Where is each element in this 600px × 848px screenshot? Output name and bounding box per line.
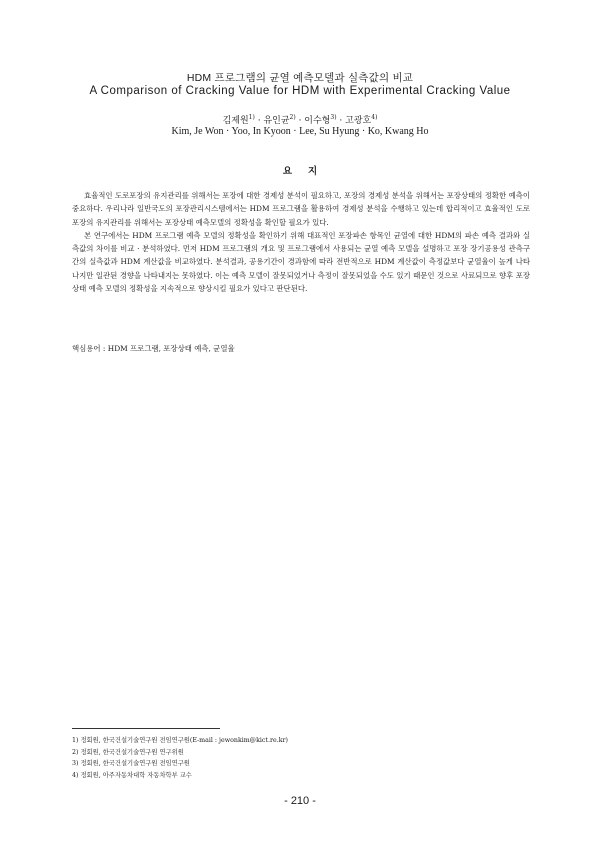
- author-name: 김제원: [222, 116, 249, 126]
- author-separator: ·: [254, 116, 264, 126]
- footnote-item: 3) 정회원, 한국건설기술연구원 전임연구원: [72, 760, 190, 768]
- author-footnote-mark: 3): [330, 114, 337, 121]
- footnote-item: 2) 정회원, 한국건설기술연구원 연구위원: [72, 748, 184, 756]
- footnote-divider: [72, 728, 220, 729]
- paper-title-english: A Comparison of Cracking Value for HDM with Experimental Cracking Value: [89, 85, 511, 97]
- abstract-heading: 요지: [282, 166, 334, 177]
- author-name: 유인균: [263, 116, 290, 126]
- author-separator: ·: [295, 116, 305, 126]
- abstract-body: [72, 189, 530, 295]
- footnote-item: 1) 정회원, 한국건설기술연구원 전임연구원(E-mail : jewonkim@kict.re.kr): [72, 737, 288, 744]
- page-number: - 210 -: [284, 795, 316, 807]
- author-list-english: Kim, Je Won · Yoo, In Kyoon · Lee, Su Hyung · Ko, Kwang Ho: [171, 126, 429, 137]
- paper-title-korean: HDM 프로그램의 균열 예측모델과 실측값의 비교: [186, 72, 414, 84]
- abstract-paragraph: 효율적인 도로포장의 유지관리를 위해서는 포장에 대한 경제성 분석이 필요하고, 포장의 경제성 분석을 위해서는 포장상태의 정확한 예측이 중요하다. 우리나라 일반국도의 포장관리시스템에서는 HDM 프로그램을 활용하여 경제성 분석을 수행하고 있는데 합리적이고 효율적인 도로포장의 유지관리를 위해서는 포장상태 예측모델의 정확성을 확인할 필요가 있다.: [72, 191, 530, 227]
- abstract-paragraph: 본 연구에서는 HDM 프로그램 예측 모델의 정확성을 확인하기 위해 대표적인 포장파손 항목인 균열에 대한 HDM의 파손 예측 결과와 실측값의 차이를 비교 · 분석하였다. 먼저 HDM 프로그램의 개요 및 프로그램에서 사용되는 균열 예측 모델을 설명하고 포장 장기공용성 관측구간의 실측값과 HDM 계산값을 비교하였다. 분석결과, 공용기간이 경과함에 따라 전반적으로 HDM 계산값이 측정값보다 균열율이 높게 나타나지만 일관된 경향을 나타내지는 못하였다. 이는 예측 모델이 잘못되었거나 측정이 잘못되었을 수도 있기 때문인 것으로 사료되므로 향후 포장상태 예측 모델의 정확성을 지속적으로 향상시킬 필요가 있다고 판단된다.: [72, 230, 530, 294]
- author-separator: ·: [336, 116, 346, 126]
- footnote-list: [72, 735, 530, 781]
- keywords: 핵심용어 : HDM 프로그램, 포장상태 예측, 균열율: [72, 344, 235, 353]
- author-list-korean: [0, 113, 600, 126]
- author-footnote-mark: 4): [371, 114, 378, 121]
- author-footnote-mark: 1): [248, 114, 255, 121]
- author-name: 이수형: [304, 116, 331, 126]
- footnote-item: 4) 정회원, 아주자동차대학 자동차학부 교수: [72, 771, 192, 779]
- author-name: 고광호: [345, 116, 372, 126]
- author-footnote-mark: 2): [289, 114, 296, 121]
